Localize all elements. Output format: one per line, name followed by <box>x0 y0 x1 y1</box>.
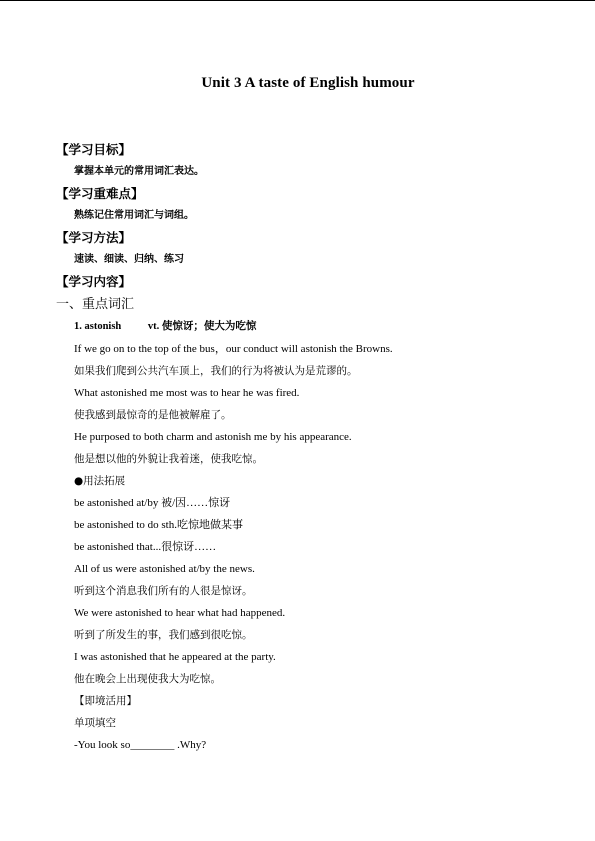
example-line: What astonished me most was to hear he was fired. <box>74 387 300 399</box>
key-points-heading: 【学习重难点】 <box>56 186 144 201</box>
example-line: He purposed to both charm and astonish me by his appearance. <box>74 431 352 443</box>
usage-item: be astonished to do sth.吃惊地做某事 <box>74 519 243 531</box>
practice-type: 单项填空 <box>74 717 116 729</box>
example-line: If we go on to the top of the bus，our conduct will astonish the Browns. <box>74 343 393 355</box>
word-entry <box>74 322 256 333</box>
usage-item: be astonished that...很惊讶…… <box>74 541 217 553</box>
method-heading: 【学习方法】 <box>56 230 132 245</box>
example-line: 如果我们爬到公共汽车顶上，我们的行为将被认为是荒谬的。 <box>74 365 358 377</box>
example-line: I was astonished that he appeared at the party. <box>74 651 276 663</box>
content-heading: 【学习内容】 <box>56 274 132 289</box>
top-rule <box>0 0 595 1</box>
key-points-text: 熟练记住常用词汇与词组。 <box>74 210 194 221</box>
page-title: Unit 3 A taste of English humour <box>201 75 415 91</box>
example-line: All of us were astonished at/by the news. <box>74 563 255 575</box>
example-line: 他在晚会上出现使我大为吃惊。 <box>74 673 221 685</box>
usage-item: be astonished at/by 被/因……惊讶 <box>74 497 231 509</box>
example-line: 听到这个消息我们所有的人很是惊讶。 <box>74 585 253 597</box>
example-line: 听到了所发生的事，我们感到很吃惊。 <box>74 629 253 641</box>
method-text: 速读、细读、归纳、练习 <box>74 254 184 265</box>
word-entry-pos: vt. <box>147 321 160 332</box>
usage-heading: ●用法拓展 <box>74 475 126 487</box>
practice-question: -You look so________ .Why? <box>74 739 207 751</box>
goals-text: 掌握本单元的常用词汇表达。 <box>74 166 204 177</box>
practice-heading: 【即境活用】 <box>74 695 137 707</box>
word-entry-meaning: 使惊讶；使大为吃惊 <box>161 321 257 332</box>
example-line: We were astonished to hear what had happened. <box>74 607 286 619</box>
example-line: 使我感到最惊奇的是他被解雇了。 <box>74 409 232 421</box>
vocab-heading: 一、重点词汇 <box>56 297 135 312</box>
goals-heading: 【学习目标】 <box>56 142 132 157</box>
word-entry-word: 1. astonish <box>74 321 122 332</box>
example-line: 他是想以他的外貌让我着迷，使我吃惊。 <box>74 453 263 465</box>
